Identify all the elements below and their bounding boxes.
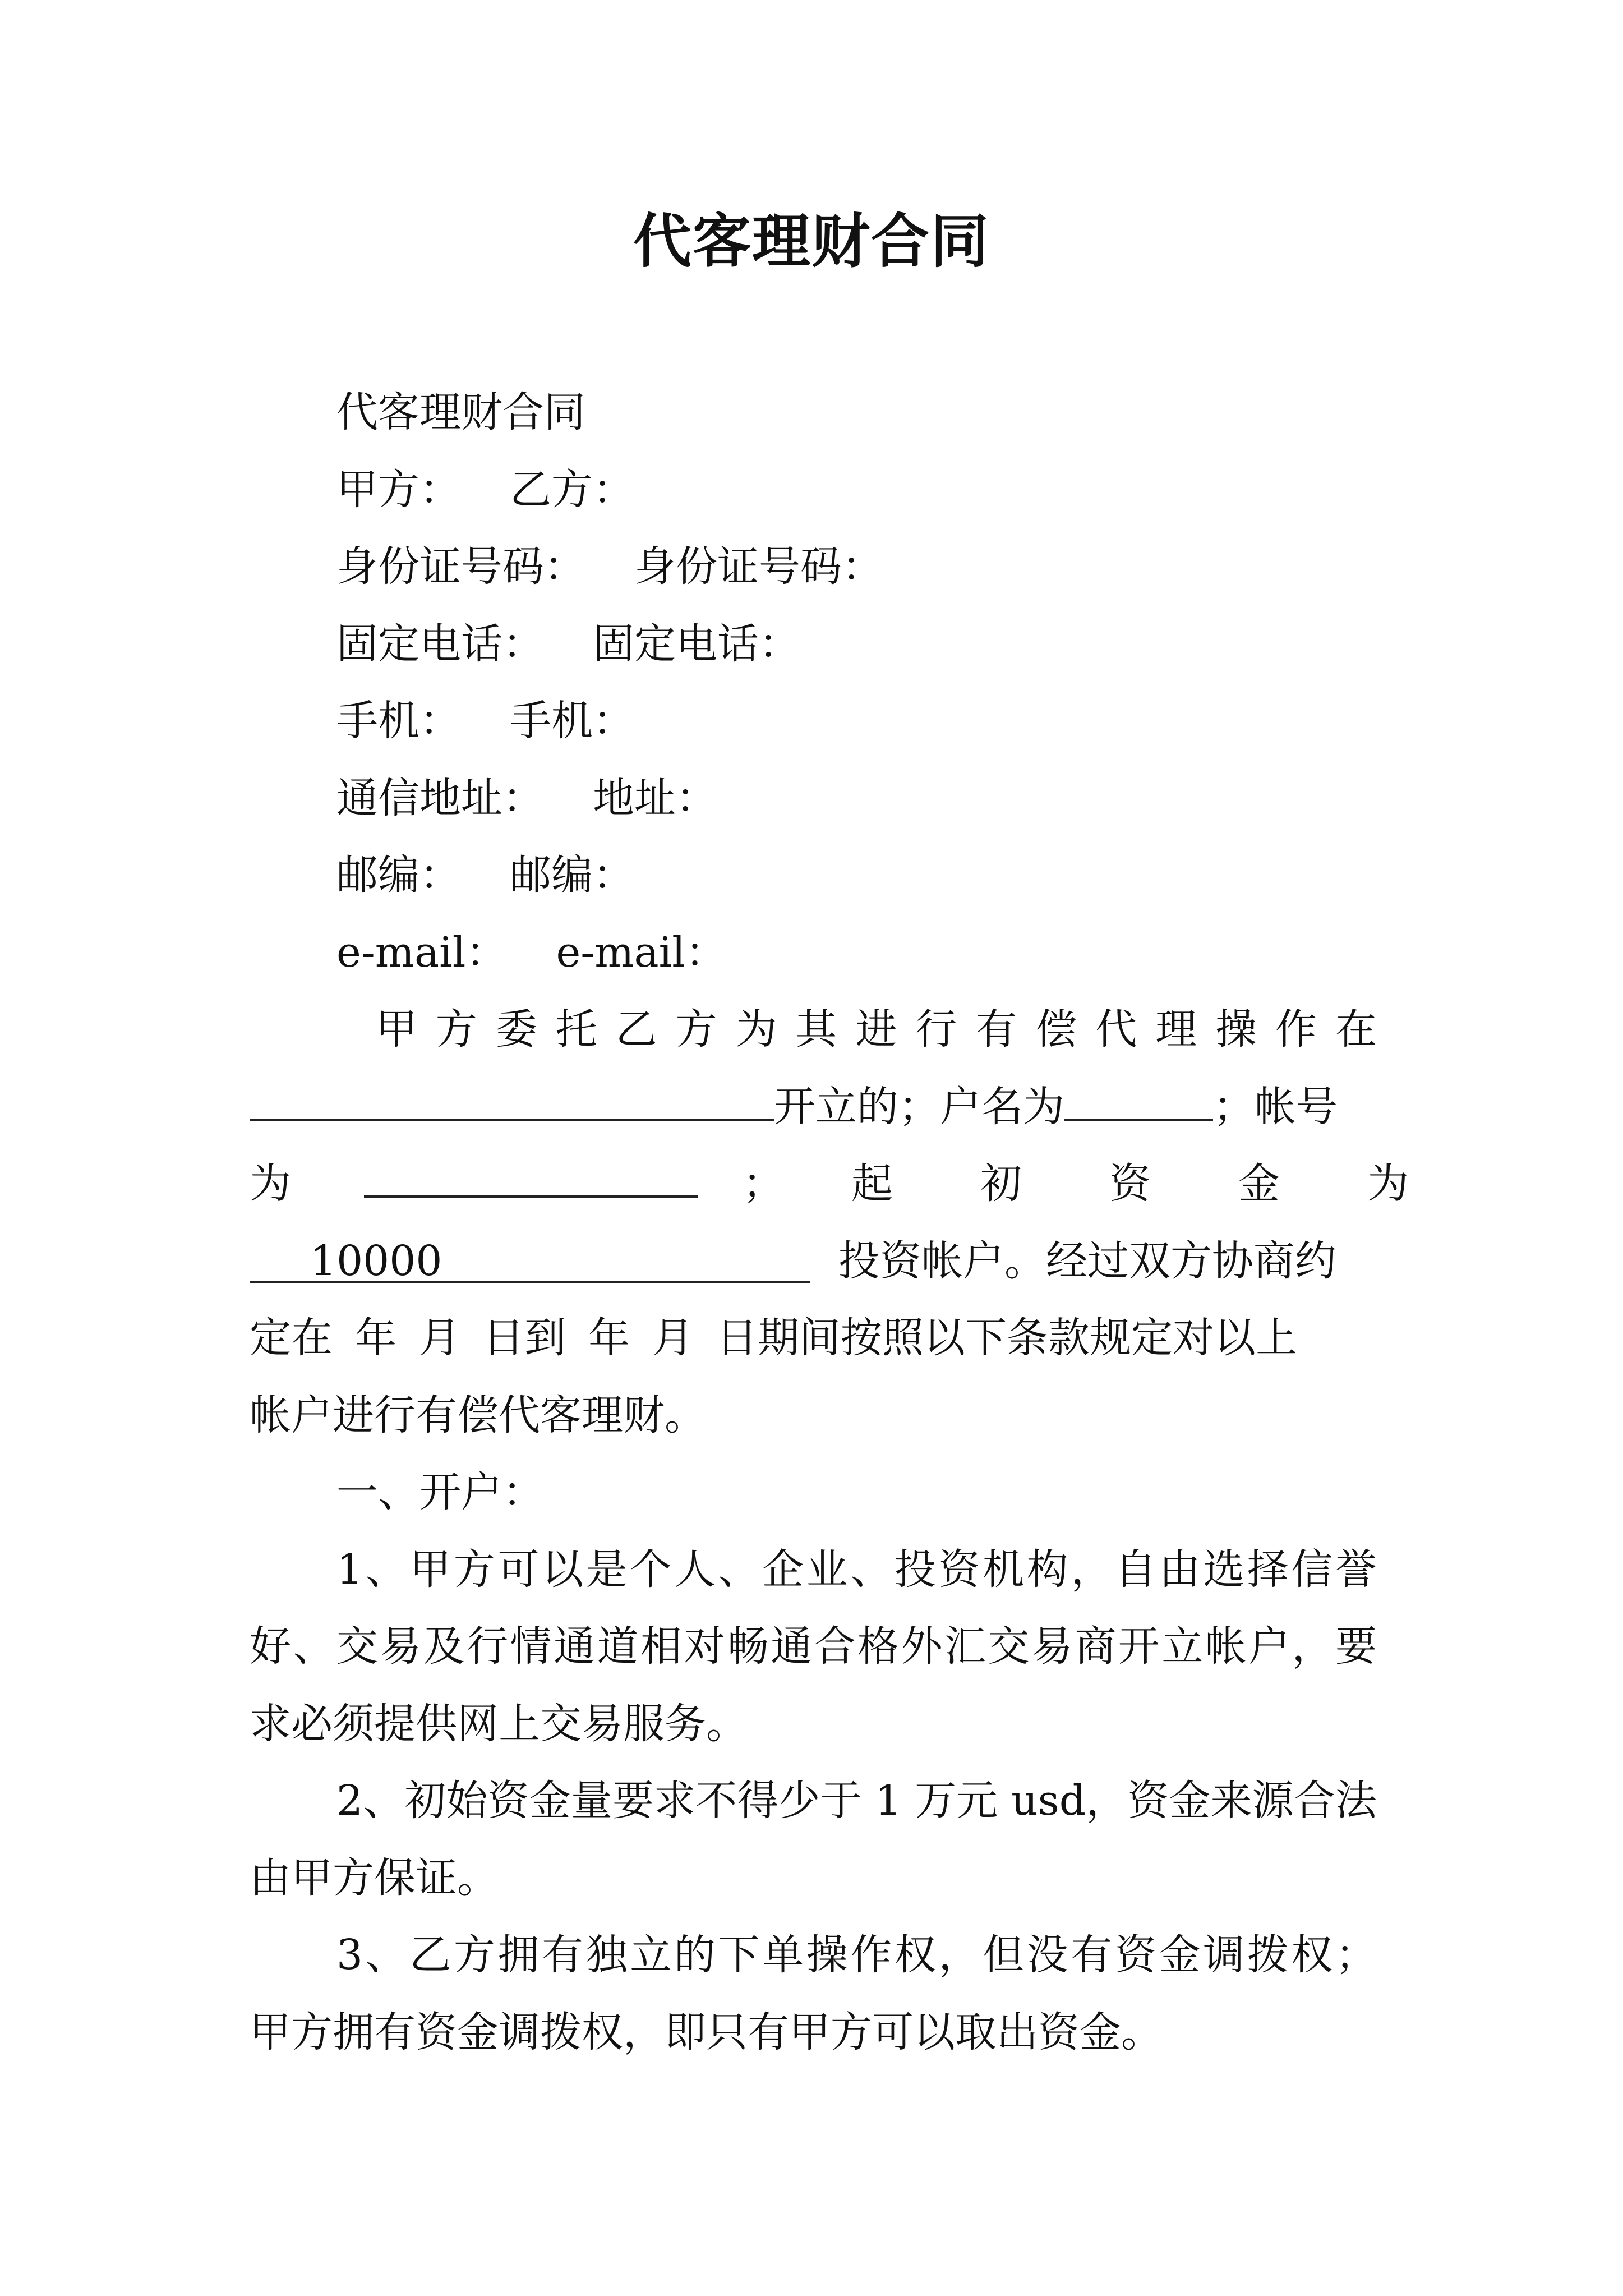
initial-capital-blank: [250, 1237, 810, 1285]
date-start-day: 日到: [483, 1314, 566, 1362]
intro-line-1: 甲方委托乙方为其进行有偿代理操作在: [376, 1005, 1377, 1053]
id-b-label: 身份证号码：: [634, 542, 884, 591]
phone-line: [336, 613, 800, 675]
item-3-line-2: 甲方拥有资金调拨权，即只有甲方可以取出资金。: [250, 2008, 1163, 2056]
email-a-label: e-mail：: [336, 928, 508, 977]
intro-word-1: 起: [851, 1159, 893, 1208]
document-subtitle: 代客理财合同: [336, 388, 585, 436]
intro-line-2-text: 开立的；户名为: [774, 1083, 1064, 1131]
item-2-line-1: 2、初始资金量要求不得少于 1 万元 usd，资金来源合法: [336, 1777, 1377, 1825]
bank-blank: [250, 1078, 774, 1121]
intro-line-3-mid: ；: [743, 1159, 784, 1208]
item-1-line-3: 求必须提供网上交易服务。: [250, 1700, 748, 1748]
phone-a-label: 固定电话：: [336, 620, 544, 668]
initial-capital-amount: 10000: [310, 1237, 442, 1285]
address-a-label: 通信地址：: [336, 774, 544, 822]
phone-b-label: 固定电话：: [593, 620, 801, 668]
date-start-month: 月: [419, 1314, 460, 1362]
zip-a-label: 邮编：: [336, 851, 461, 899]
account-name-blank: [1064, 1078, 1213, 1121]
intro-word-3: 资: [1109, 1159, 1151, 1208]
intro-word-5: 为: [1367, 1159, 1409, 1208]
intro-line-4: [250, 1230, 1377, 1292]
document-title: 代客理财合同: [633, 206, 990, 275]
date-end-year: 年: [588, 1314, 630, 1362]
item-1-line-2: 好、交易及行情通道相对畅通合格外汇交易商开立帐户，要: [250, 1622, 1377, 1671]
party-line: [336, 459, 634, 521]
mobile-line: [336, 690, 634, 752]
zip-b-label: 邮编：: [510, 851, 635, 899]
item-1-line-1: 1、甲方可以是个人、企业、投资机构，自由选择信誉: [336, 1545, 1377, 1594]
email-line: [336, 922, 727, 983]
date-end-tail: 日期间按照以下条款规定对以上: [716, 1314, 1297, 1362]
party-a-label: 甲方：: [336, 466, 461, 514]
intro-word-2: 初: [980, 1159, 1022, 1208]
party-b-label: 乙方：: [510, 466, 635, 514]
intro-line-3: [250, 1153, 1409, 1214]
address-b-label: 地址：: [593, 774, 718, 822]
id-a-label: 身份证号码：: [336, 542, 585, 591]
address-line: [336, 767, 717, 829]
date-end-month: 月: [652, 1314, 694, 1362]
intro-line-4-tail: 投资帐户。经过双方协商约: [838, 1237, 1336, 1285]
intro-line-2: [250, 1076, 1377, 1138]
intro-line-2-tail: ；帐号: [1213, 1083, 1338, 1131]
item-3-line-1: 3、乙方拥有独立的下单操作权，但没有资金调拨权；: [336, 1931, 1377, 1979]
section-1-heading: 一、开户：: [336, 1468, 544, 1516]
email-b-label: e-mail：: [556, 928, 727, 977]
date-start-year: 年: [355, 1314, 396, 1362]
account-number-blank: [364, 1155, 698, 1198]
intro-line-5: [250, 1307, 1377, 1369]
intro-line-3-start: 为: [250, 1159, 291, 1208]
mobile-a-label: 手机：: [336, 697, 461, 745]
id-line: [336, 536, 883, 597]
intro-line-6: 帐户进行有偿代客理财。: [250, 1391, 706, 1439]
intro-word-4: 金: [1238, 1159, 1280, 1208]
zip-line: [336, 844, 634, 906]
mobile-b-label: 手机：: [510, 697, 635, 745]
item-2-line-2: 由甲方保证。: [250, 1854, 499, 1902]
date-start-prefix: 定在: [250, 1314, 333, 1362]
